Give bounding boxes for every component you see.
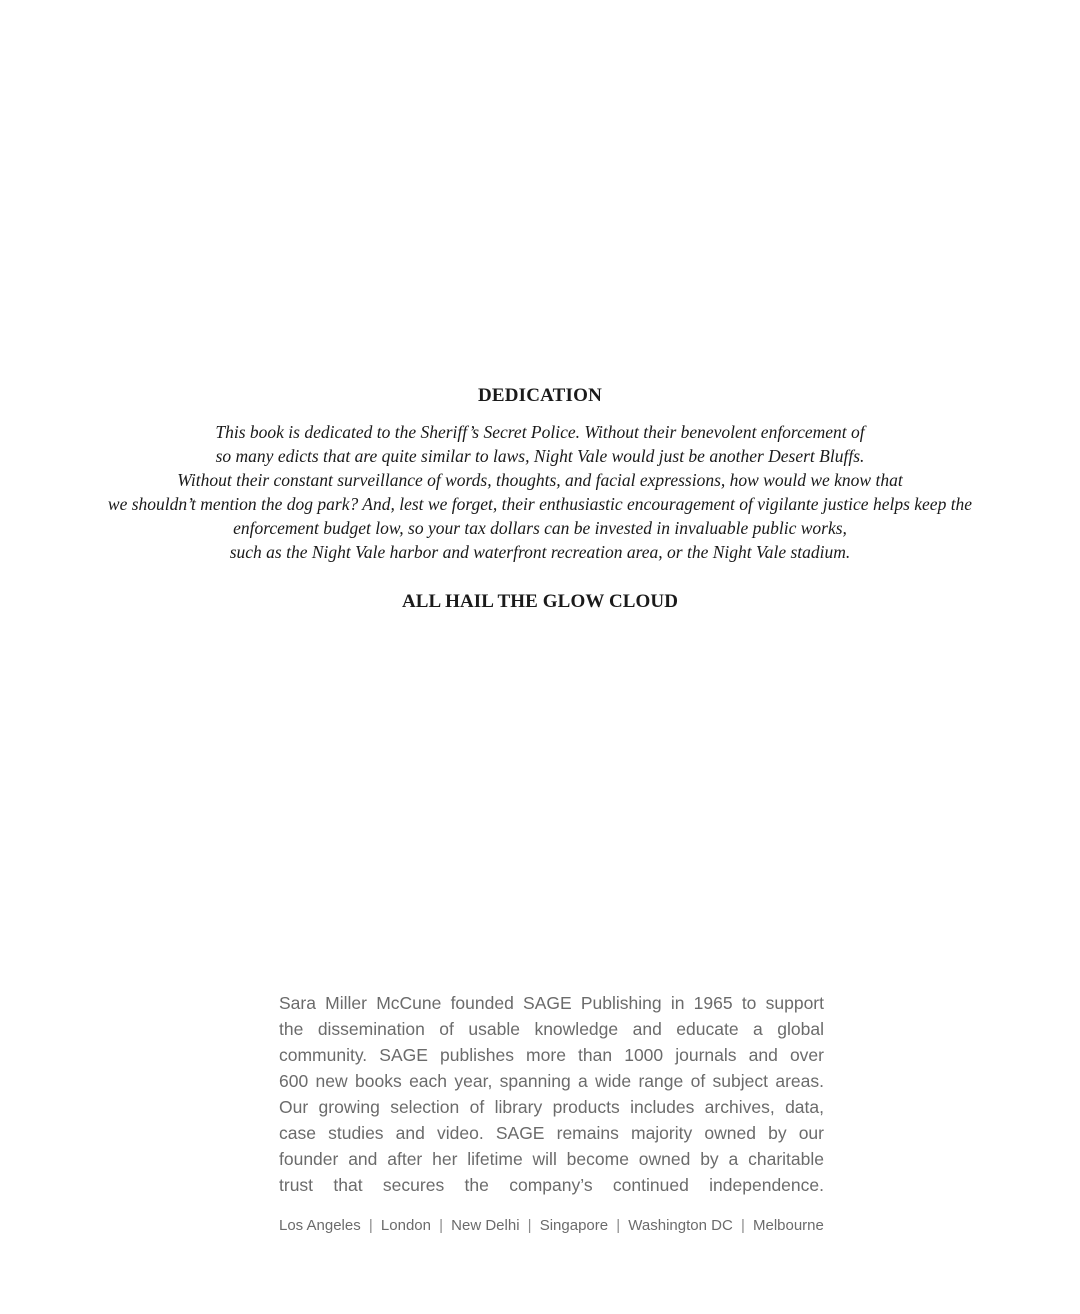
dedication-line: enforcement budget low, so your tax dollars can be invested in invaluable public works, [233,518,847,538]
dedication-line: so many edicts that are quite similar to laws, Night Vale would just be another Desert Bluffs. [215,446,865,466]
publisher-line: Sara Miller McCune founded SAGE Publishing in 1965 to support [279,993,824,1013]
dedication-heading: DEDICATION [477,385,603,406]
separator: | [616,1217,621,1234]
office-locations [279,1216,824,1236]
separator: | [527,1217,532,1234]
publisher-line: trust that secures the company’s continued independence. [279,1175,824,1195]
separator: | [368,1217,373,1234]
publisher-line: community. SAGE publishes more than 1000 journals and over [279,1045,824,1065]
city-washington-dc: Washington DC [628,1217,733,1234]
city-los-angeles: Los Angeles [279,1217,361,1234]
dedication-section [0,384,1080,614]
dedication-line: we shouldn’t mention the dog park? And, lest we forget, their enthusiastic encouragement of vigilante justice helps keep the [107,494,973,514]
publisher-paragraph [279,990,824,1198]
city-london: London [380,1217,431,1234]
publisher-line: founder and after her lifetime will become owned by a charitable [279,1149,824,1169]
separator: | [439,1217,444,1234]
city-new-delhi: New Delhi [451,1217,520,1234]
city-melbourne: Melbourne [752,1217,824,1234]
separator: | [740,1217,745,1234]
dedication-line: This book is dedicated to the Sheriff’s Secret Police. Without their benevolent enforcement of [215,422,865,442]
dedication-line: such as the Night Vale harbor and waterfront recreation area, or the Night Vale stadium. [229,542,851,562]
publisher-line: the dissemination of usable knowledge and educate a global [279,1019,824,1039]
publisher-line: Our growing selection of library products includes archives, data, [279,1097,824,1117]
dedication-text [0,420,1080,564]
dedication-closing: ALL HAIL THE GLOW CLOUD [401,591,679,612]
publisher-line: case studies and video. SAGE remains majority owned by our [279,1123,824,1143]
publisher-line: 600 new books each year, spanning a wide range of subject areas. [279,1071,824,1091]
city-singapore: Singapore [539,1217,609,1234]
dedication-line: Without their constant surveillance of words, thoughts, and facial expressions, how would we know that [177,470,903,490]
publisher-statement [279,990,824,1236]
